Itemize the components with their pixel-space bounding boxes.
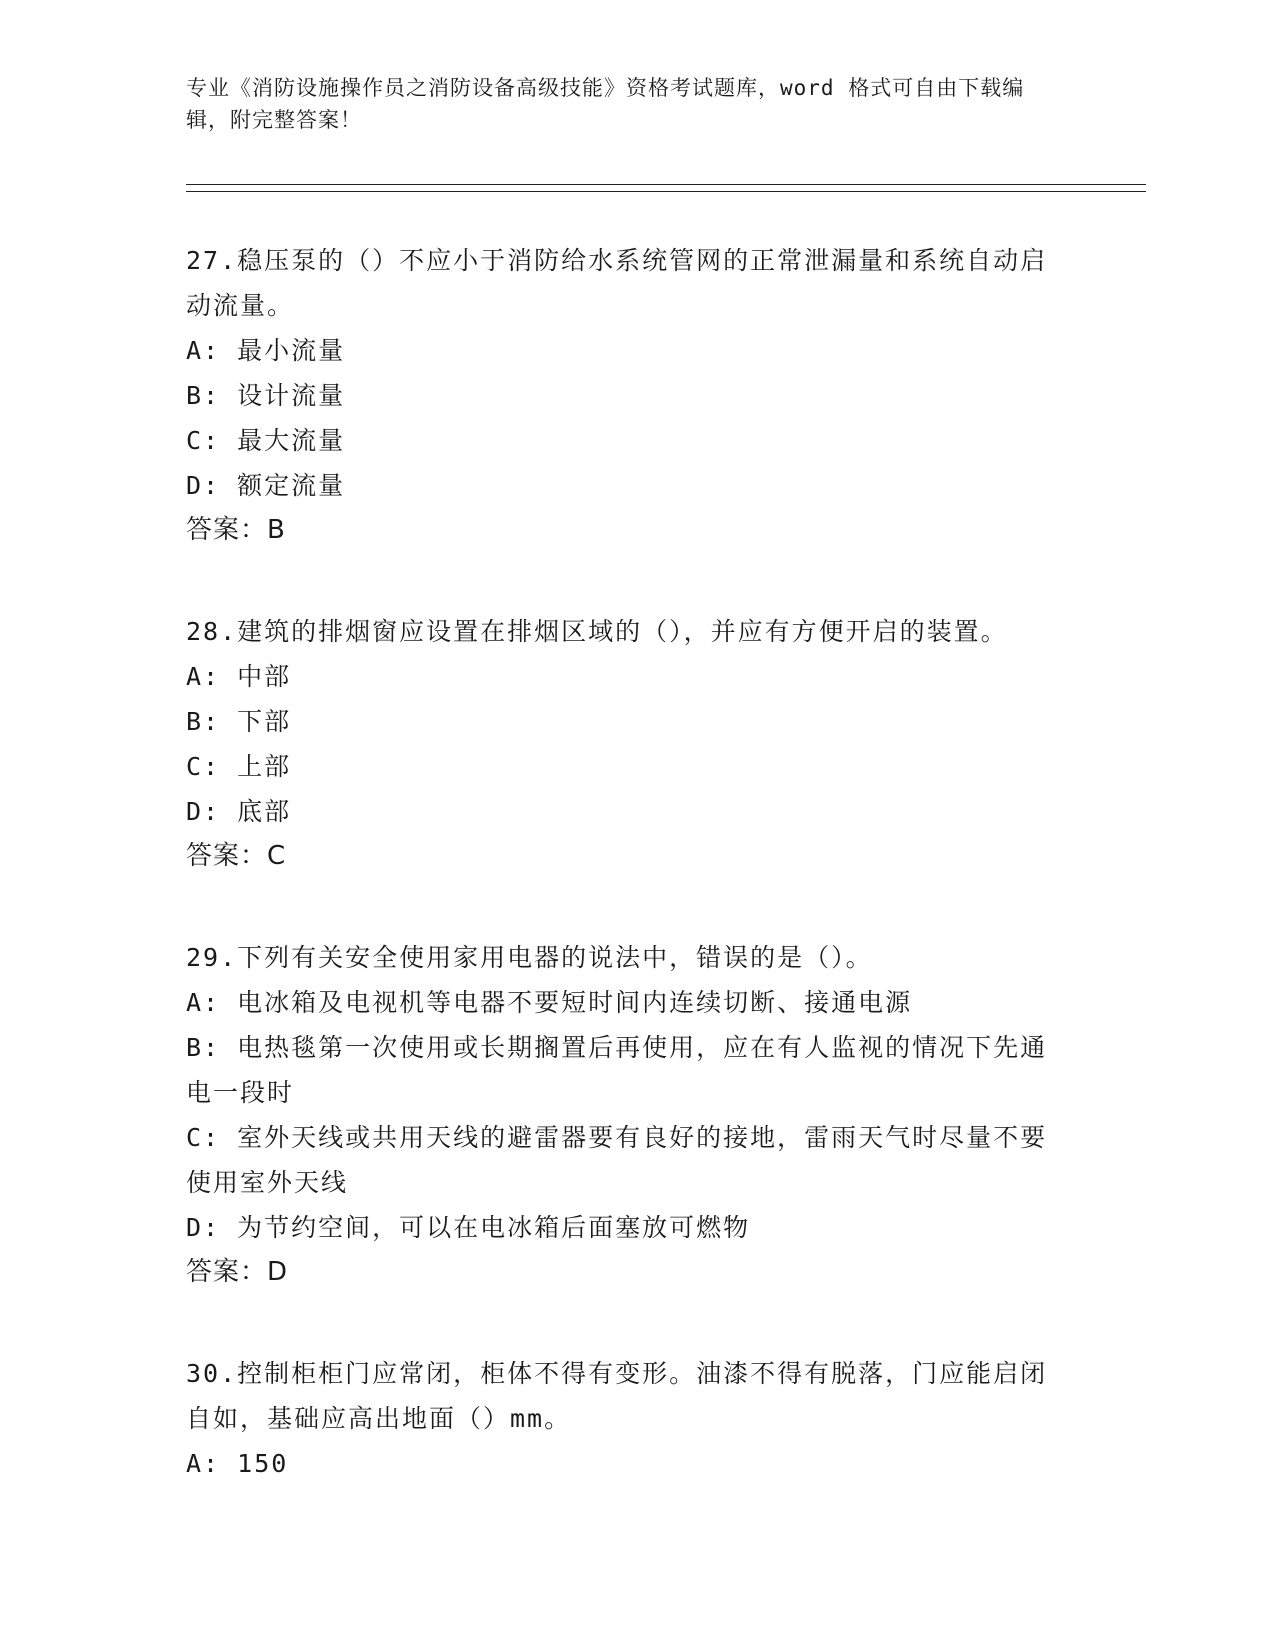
answer-text: 答案：B [186,515,286,545]
question-text: 28.建筑的排烟窗应设置在排烟区域的（），并应有方便开启的装置。 [186,617,1008,646]
option-c: C: 最大流量 [186,426,346,455]
question-28 [186,609,1146,879]
document-header: 专业《消防设施操作员之消防设备高级技能》资格考试题库，word 格式可自由下载编辑，附完整答案！ [186,76,1025,132]
question-29 [186,935,1146,1295]
option-d: D: 底部 [186,797,292,826]
option-a: A: 最小流量 [186,336,346,365]
option-b: B: 电热毯第一次使用或长期搁置后再使用，应在有人监视的情况下先通电一段时 [186,1033,1048,1107]
option-b: B: 下部 [186,707,292,736]
question-list [186,238,1146,1486]
option-a: A: 电冰箱及电视机等电器不要短时间内连续切断、接通电源 [186,988,913,1017]
option-c: C: 室外天线或共用天线的避雷器要有良好的接地，雷雨天气时尽量不要使用室外天线 [186,1123,1048,1197]
option-c: C: 上部 [186,752,292,781]
answer-text: 答案：D [186,1257,289,1287]
header-double-rule [186,184,1146,192]
option-d: D: 为节约空间，可以在电冰箱后面塞放可燃物 [186,1213,751,1242]
answer-text: 答案：C [186,841,287,871]
question-text: 30.控制柜柜门应常闭，柜体不得有变形。油漆不得有脱落，门应能启闭自如，基础应高出地面（）mm。 [186,1359,1048,1433]
question-27 [186,238,1146,553]
question-text: 29.下列有关安全使用家用电器的说法中，错误的是（）。 [186,943,873,972]
option-d: D: 额定流量 [186,471,346,500]
option-a: A: 150 [186,1449,289,1478]
document-page [186,72,1146,1542]
option-a: A: 中部 [186,662,292,691]
option-b: B: 设计流量 [186,381,346,410]
question-text: 27.稳压泵的（）不应小于消防给水系统管网的正常泄漏量和系统自动启动流量。 [186,246,1048,320]
question-30 [186,1351,1146,1486]
